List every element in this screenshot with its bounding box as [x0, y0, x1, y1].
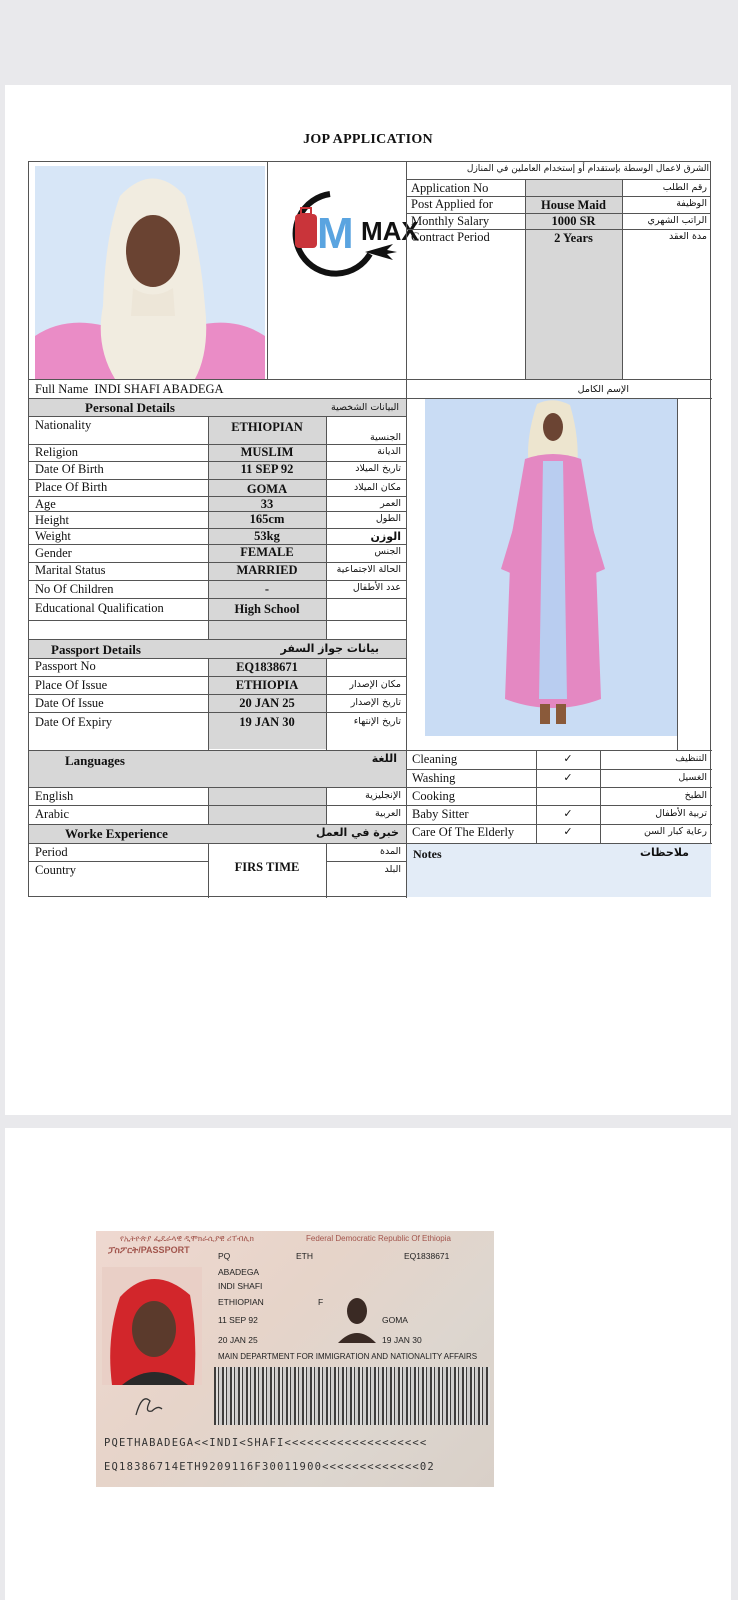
full-name-row [35, 382, 224, 397]
notes-label: Notes [413, 847, 442, 861]
passport-authority: MAIN DEPARTMENT FOR IMMIGRATION AND NATIONALITY AFFAIRS [218, 1352, 478, 1361]
age-value: 33 [260, 497, 274, 511]
place-of-birth-ar: مكان الميلاد [353, 482, 401, 493]
passport-header-en: Federal Democratic Republic Of Ethiopia [306, 1234, 451, 1243]
date-of-issue-ar: تاريخ الإصدار [350, 697, 401, 708]
arabic-label: Arabic [35, 807, 70, 821]
passport-details-heading: Passport Details [51, 642, 141, 657]
date-of-expiry-label: Date Of Expiry [35, 715, 113, 729]
skill-baby-sitter-check: ✓ [563, 807, 573, 820]
place-of-issue-label: Place Of Issue [35, 678, 108, 692]
gender-label: Gender [35, 546, 72, 560]
date-of-issue-value: 20 JAN 25 [239, 696, 295, 710]
passport-nationality: ETHIOPIAN [218, 1297, 264, 1307]
skill-cleaning-ar: التنظيف [675, 753, 707, 764]
passport-doc-label: ፓስፖርት/PASSPORT [108, 1245, 190, 1255]
passport-scan-page [5, 1128, 731, 1600]
personal-details-heading-ar: البيانات الشخصية [330, 402, 399, 413]
skill-cooking-ar: الطبخ [684, 790, 707, 801]
date-of-expiry-value: 19 JAN 30 [239, 715, 295, 729]
skill-elderly-label: Care Of The Elderly [412, 825, 515, 839]
gender-value: FEMALE [240, 545, 294, 559]
nationality-label: Nationality [35, 418, 92, 432]
place-of-birth-value: GOMA [246, 482, 288, 496]
period-ar: المدة [380, 846, 401, 857]
full-name-ar: الإسم الكامل [577, 384, 629, 395]
passport-no-label: Passport No [35, 659, 96, 673]
full-name-value: INDI SHAFI ABADEGA [94, 382, 224, 396]
personal-details-heading: Personal Details [85, 400, 175, 415]
passport-dob: 11 SEP 92 [218, 1315, 258, 1325]
skill-baby-sitter-label: Baby Sitter [412, 807, 469, 821]
height-ar: الطول [375, 513, 401, 524]
application-form [28, 161, 711, 897]
languages-heading: Languages [65, 753, 125, 768]
passport-no-value: EQ1838671 [236, 660, 298, 674]
place-of-issue-value: ETHIOPIA [235, 678, 299, 692]
svg-text:M: M [317, 209, 354, 258]
monthly-salary-value: 1000 SR [551, 214, 596, 228]
country-label: Country [35, 863, 76, 877]
dob-label: Date Of Birth [35, 462, 104, 476]
skill-washing-label: Washing [412, 771, 456, 785]
passport-signature [132, 1391, 166, 1421]
logo-text: MAX [361, 216, 419, 246]
skill-washing-ar: الغسيل [678, 772, 707, 783]
monthly-salary-ar: الراتب الشهري [647, 215, 707, 226]
passport-ghost-photo [336, 1291, 378, 1343]
passport-place-of-birth: GOMA [382, 1315, 408, 1325]
passport-date-of-issue: 20 JAN 25 [218, 1335, 258, 1345]
work-experience-heading-ar: خبرة في العمل [315, 826, 399, 839]
height-value: 165cm [249, 512, 285, 526]
form-title: JOP APPLICATION [303, 132, 433, 147]
agency-name: الشرق لاعمال الوسطة بإستقدام أو إستخدام العاملين في المنازل [466, 164, 709, 174]
passport-header-am: የኢትዮጵያ ፌዴራላዊ ዲሞክራሲያዊ ሪፐብሊክ [120, 1234, 254, 1243]
passport-mrz-line-2: EQ18386714ETH9209116F30011900<<<<<<<<<<<<<02 [104, 1461, 435, 1473]
education-label: Educational Qualification [35, 601, 164, 615]
post-applied-ar: الوظيفة [676, 198, 707, 209]
contract-period-ar: مدة العقد [669, 231, 707, 242]
max-logo [275, 182, 419, 277]
age-label: Age [35, 497, 56, 511]
contract-period-label: Contract Period [411, 230, 490, 244]
skill-cleaning-label: Cleaning [412, 752, 458, 766]
weight-ar: الوزن [370, 530, 401, 543]
date-of-expiry-ar: تاريخ الإنتهاء [353, 716, 401, 727]
arabic-ar: العربية [375, 808, 401, 819]
children-ar: عدد الأطفال [352, 582, 401, 593]
skill-cleaning-check: ✓ [563, 752, 573, 765]
monthly-salary-label: Monthly Salary [411, 214, 490, 228]
skill-elderly-ar: رعاية كبار السن [643, 826, 707, 837]
marital-status-label: Marital Status [35, 563, 106, 577]
applicant-full-body-photo [425, 399, 677, 736]
passport-date-of-expiry: 19 JAN 30 [382, 1335, 422, 1345]
passport-scan [96, 1231, 494, 1487]
contract-period-value: 2 Years [554, 231, 593, 245]
dob-value: 11 SEP 92 [240, 462, 294, 476]
passport-given-name: INDI SHAFI [218, 1281, 263, 1291]
applicant-portrait-photo [35, 166, 265, 379]
passport-photo [102, 1267, 202, 1385]
passport-mrz-line-1: PQETHABADEGA<<INDI<SHAFI<<<<<<<<<<<<<<<<<<< [104, 1437, 428, 1449]
post-applied-value: House Maid [541, 198, 606, 212]
age-ar: العمر [380, 498, 401, 509]
full-name-label: Full Name [35, 382, 89, 396]
weight-label: Weight [35, 529, 71, 543]
passport-country-code: ETH [296, 1251, 313, 1261]
passport-details-heading-ar: بيانات جواز السفر [280, 642, 379, 655]
work-experience-heading: Worke Experience [65, 826, 168, 841]
marital-status-value: MARRIED [236, 563, 298, 577]
skill-elderly-check: ✓ [563, 825, 573, 838]
application-no-ar: رقم الطلب [662, 182, 707, 193]
religion-label: Religion [35, 445, 79, 459]
post-applied-label: Post Applied for [411, 197, 493, 211]
english-label: English [35, 789, 74, 803]
language-values-column [208, 788, 326, 824]
nationality-value: ETHIOPIAN [231, 420, 303, 434]
passport-sex: F [318, 1297, 324, 1307]
languages-heading-ar: اللغة [371, 752, 397, 765]
experience-value: FIRS TIME [234, 860, 300, 874]
gender-ar: الجنس [374, 546, 401, 557]
religion-ar: الديانة [377, 446, 401, 457]
application-no-label: Application No [411, 181, 489, 195]
passport-barcode [214, 1367, 490, 1425]
height-label: Height [35, 513, 70, 527]
place-of-birth-label: Place Of Birth [35, 480, 108, 494]
application-form-page [5, 85, 731, 1115]
period-label: Period [35, 845, 68, 859]
children-label: No Of Children [35, 582, 114, 596]
passport-surname: ABADEGA [218, 1267, 260, 1277]
skill-washing-check: ✓ [563, 771, 573, 784]
passport-type: PQ [218, 1251, 231, 1261]
skill-baby-sitter-ar: تربية الأطفال [655, 808, 707, 819]
place-of-issue-ar: مكان الإصدار [349, 679, 401, 690]
dob-ar: تاريخ الميلاد [355, 463, 401, 474]
weight-value: 53kg [254, 529, 280, 543]
date-of-issue-label: Date Of Issue [35, 696, 104, 710]
children-value: - [264, 582, 270, 596]
english-ar: الإنجليزية [365, 790, 401, 801]
education-value: High School [234, 602, 300, 616]
passport-number: EQ1838671 [404, 1251, 450, 1261]
country-ar: البلد [384, 864, 401, 875]
nationality-ar: الجنسية [370, 432, 401, 443]
marital-status-ar: الحالة الاجتماعية [336, 564, 401, 575]
skill-cooking-label: Cooking [412, 789, 456, 803]
religion-value: MUSLIM [240, 445, 294, 459]
notes-ar: ملاحظات [640, 846, 689, 859]
